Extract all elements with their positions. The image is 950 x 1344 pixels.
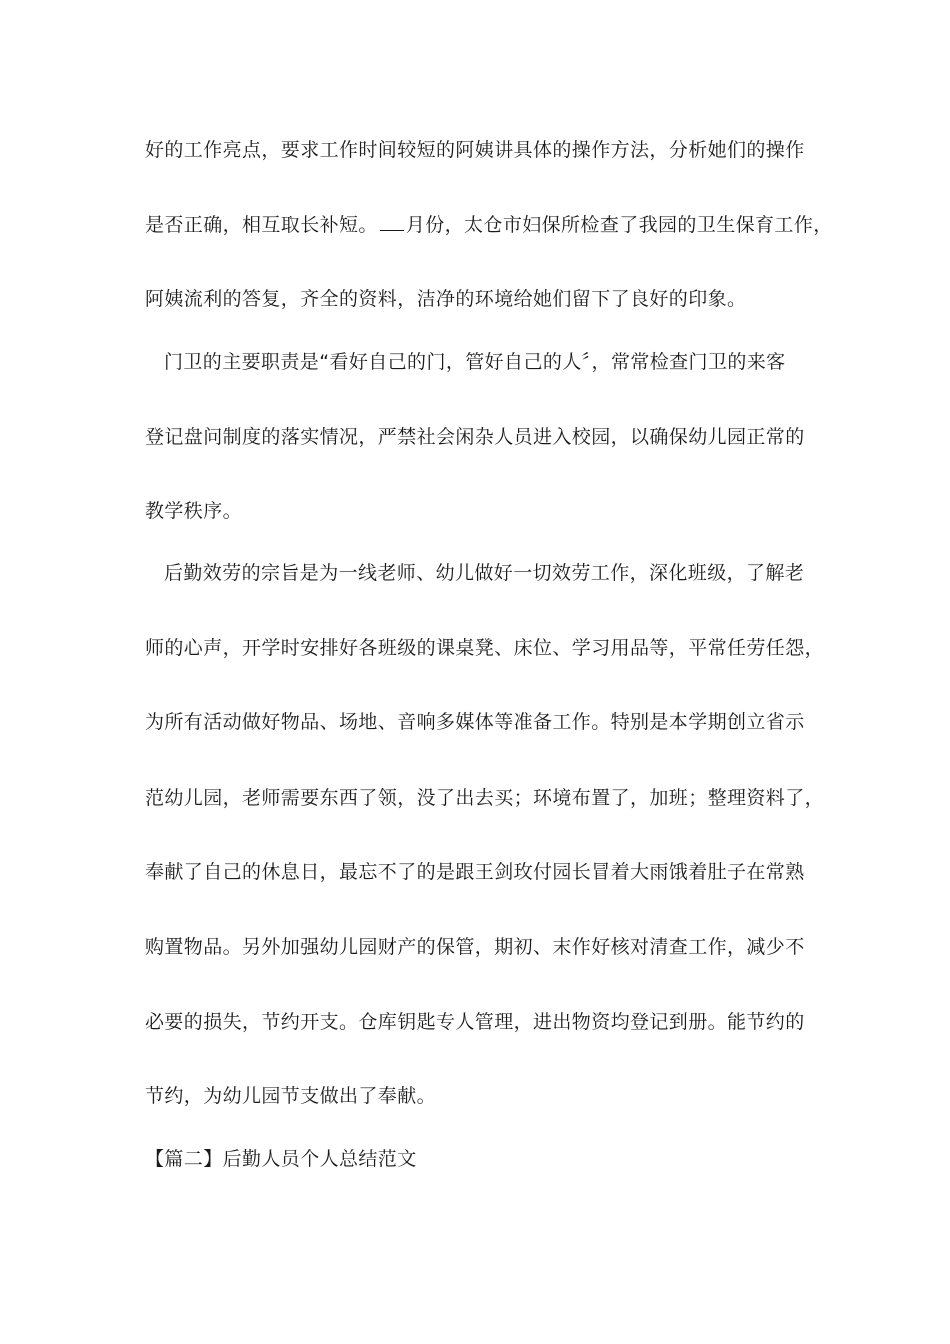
paragraph-line: 阿姨流利的答复，齐全的资料，洁净的环境给她们留下了良好的印象。 (145, 288, 747, 310)
paragraph-line: 购置物品。另外加强幼儿园财产的保管，期初、末作好核对清查工作，减少不 (145, 936, 805, 958)
section-heading: 【篇二】后勤人员个人总结范文 (145, 1148, 417, 1170)
paragraph-first-line: 后勤效劳的宗旨是为一线老师、幼儿做好一切效劳工作，深化班级，了解老 (164, 562, 805, 584)
paragraph-line: 奉献了自己的休息日，最忘不了的是跟王剑玫付园长冒着大雨饿着肚子在常熟 (145, 861, 805, 883)
paragraph-line: 节约，为幼儿园节支做出了奉献。 (145, 1085, 437, 1107)
paragraph-line: 必要的损失，节约开支。仓库钥匙专人管理，进出物资均登记到册。能节约的 (145, 1011, 805, 1033)
line-text: 月份，太仓市妇保所检查了我园的卫生保育工作， (405, 214, 833, 236)
blank-underline (380, 214, 404, 231)
paragraph-line: 范幼儿园，老师需要东西了领，没了出去买；环境布置了，加班；整理资料了， (145, 787, 825, 809)
paragraph-line (145, 212, 833, 238)
paragraph-first-line: 门卫的主要职责是“看好自己的门，管好自己的人〞，常常检查门卫的来客 (164, 351, 786, 373)
paragraph-line: 登记盘问制度的落实情况，严禁社会闲杂人员进入校园，以确保幼儿园正常的 (145, 426, 805, 448)
line-text: 是否正确，相互取长补短。 (145, 214, 378, 236)
paragraph-line: 为所有活动做好物品、场地、音响多媒体等准备工作。特别是本学期创立省示 (145, 711, 805, 733)
paragraph-line: 好的工作亮点，要求工作时间较短的阿姨讲具体的操作方法，分析她们的操作 (145, 139, 805, 161)
paragraph-line: 教学秩序。 (145, 500, 243, 522)
paragraph-line: 师的心声，开学时安排好各班级的课桌凳、床位、学习用品等，平常任劳任怨， (145, 637, 825, 659)
